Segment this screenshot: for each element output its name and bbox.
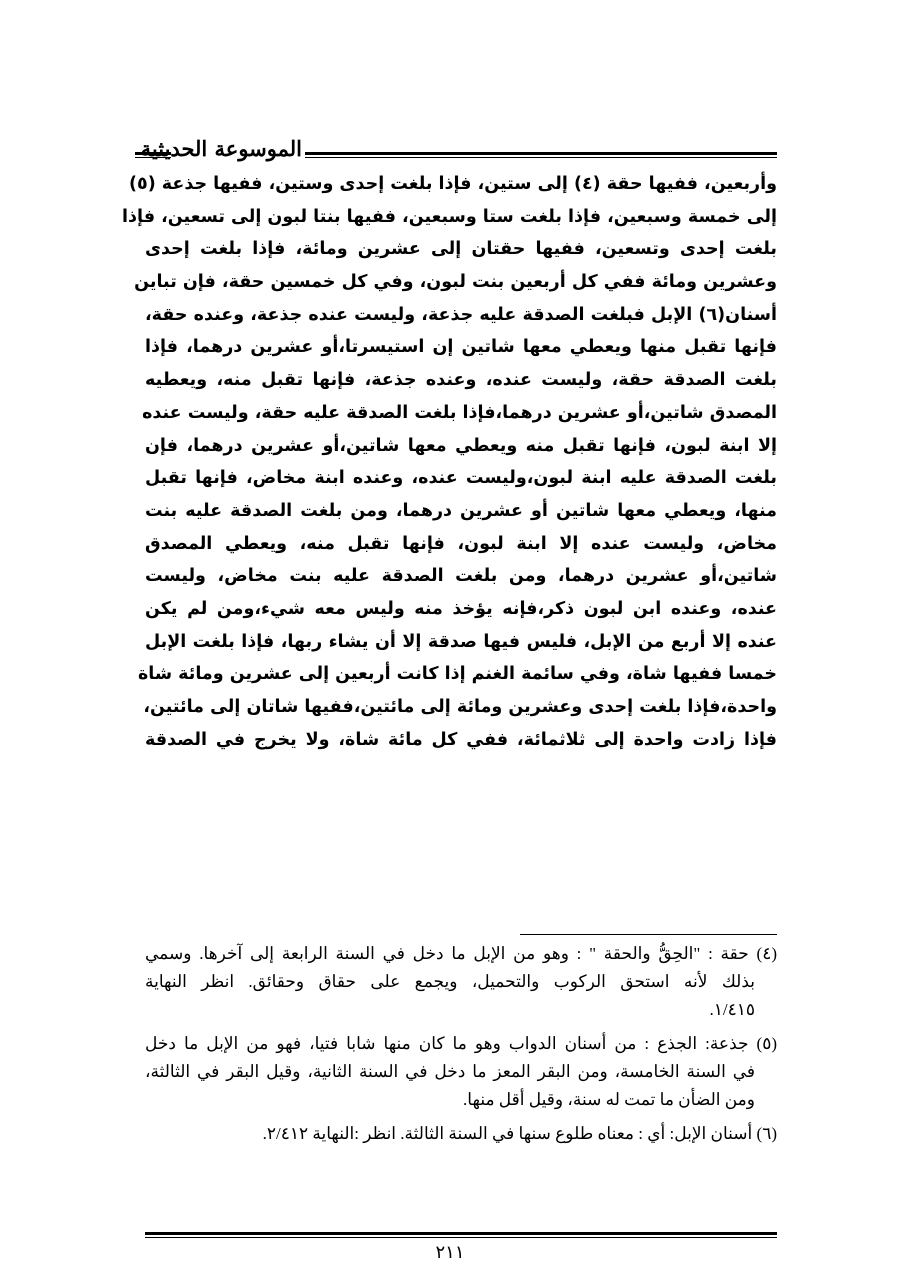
text-line: بلغت إحدى وتسعين، ففيها حقتان إلى عشرين ومائة، فإذا بلغت إحدى xyxy=(145,239,777,260)
main-text xyxy=(122,168,777,756)
text-line: بلغت الصدقة حقة، وليست عنده، وعنده جذعة، فإنها تقبل منه، ويعطيه xyxy=(145,370,777,391)
text-line: المصدق شاتين،أو عشرين درهما،فإذا بلغت الصدقة عليه حقة، وليست عنده xyxy=(142,402,777,423)
footnotes xyxy=(145,940,777,1148)
running-header-title: الموسوعة الحديثية xyxy=(140,136,302,161)
text-line: إلى خمسة وسبعين، فإذا بلغت ستا وسبعين، ففيها بنتا لبون إلى تسعين، فإذا xyxy=(122,206,777,227)
text-line: منها، ويعطي معها شاتين أو عشرين درهما، ومن بلغت الصدقة عليه بنت xyxy=(145,500,777,521)
text-line: عنده إلا أربع من الإبل، فليس فيها صدقة إلا أن يشاء ربها، فإذا بلغت الإبل xyxy=(145,631,777,652)
text-line: وأربعين، ففيها حقة (٤) إلى ستين، فإذا بلغت إحدى وستين، ففيها جذعة (٥) xyxy=(129,174,777,194)
text-line: خمسا ففيها شاة، وفي سائمة الغنم إذا كانت أربعين إلى عشرين ومائة شاة xyxy=(137,664,777,685)
footnote-line: (٥) جذعة: الجذع : من أسنان الدواب وهو ما كان منها شابا فتيا، فهو من الإبل ما دخل xyxy=(145,1034,777,1053)
page-number: ٢١١ xyxy=(435,1242,465,1262)
text-line: فإذا زادت واحدة إلى ثلاثمائة، ففي كل مائة شاة، ولا يخرج في الصدقة xyxy=(145,729,777,750)
text-line: أسنان(٦) الإبل فبلغت الصدقة عليه جذعة، وليست عنده جذعة، وعنده حقة، xyxy=(145,304,777,325)
footnote-line: (٤) حقة : "الحِقُّ والحقة " : وهو من الإبل ما دخل في السنة الرابعة إلى آخرها. وسمي xyxy=(145,944,777,963)
footnote-line: في السنة الخامسة، ومن البقر المعز ما دخل في السنة الثانية، وقيل البقر في الثالثة، xyxy=(145,1062,755,1081)
text-line: إلا ابنة لبون، فإنها تقبل منه ويعطي معها شاتين،أو عشرين درهما، فإن xyxy=(145,435,777,456)
text-line: عنده، وعنده ابن لبون ذكر،فإنه يؤخذ منه وليس معه شيء،ومن لم يكن xyxy=(145,598,777,619)
footnote-line: بذلك لأنه استحق الركوب والتحميل، ويجمع على حقاق وحقائق. انظر النهاية xyxy=(145,972,755,991)
header-rule-long xyxy=(305,152,777,158)
footnote-line: (٦) أسنان الإبل: أي : معناه طلوع سنها في السنة الثالثة. انظر :النهاية ٢/٤١٢. xyxy=(262,1124,777,1143)
text-line: بلغت الصدقة عليه ابنة لبون،وليست عنده، وعنده ابنة مخاض، فإنها تقبل xyxy=(145,468,777,489)
footer-rule xyxy=(145,1232,777,1238)
footnote-separator xyxy=(520,934,777,935)
footnote-line: ومن الضأن ما تمت له سنة، وقيل أقل منها. xyxy=(463,1090,755,1109)
footnote-line: ١/٤١٥. xyxy=(709,1000,755,1019)
text-line: مخاض، وليست عنده إلا ابنة لبون، فإنها تقبل منه، ويعطي المصدق xyxy=(145,533,777,554)
text-line: واحدة،فإذا بلغت إحدى وعشرين ومائة إلى مائتين،ففيها شاتان إلى مائتين، xyxy=(143,697,777,717)
text-line: فإنها تقبل منها ويعطي معها شاتين إن استيسرتا،أو عشرين درهما، فإذا xyxy=(145,337,777,358)
text-line: وعشرين ومائة ففي كل أربعين بنت لبون، وفي كل خمسين حقة، فإن تباين xyxy=(134,272,777,293)
text-line: شاتين،أو عشرين درهما، ومن بلغت الصدقة عليه بنت مخاض، وليست xyxy=(145,566,777,587)
